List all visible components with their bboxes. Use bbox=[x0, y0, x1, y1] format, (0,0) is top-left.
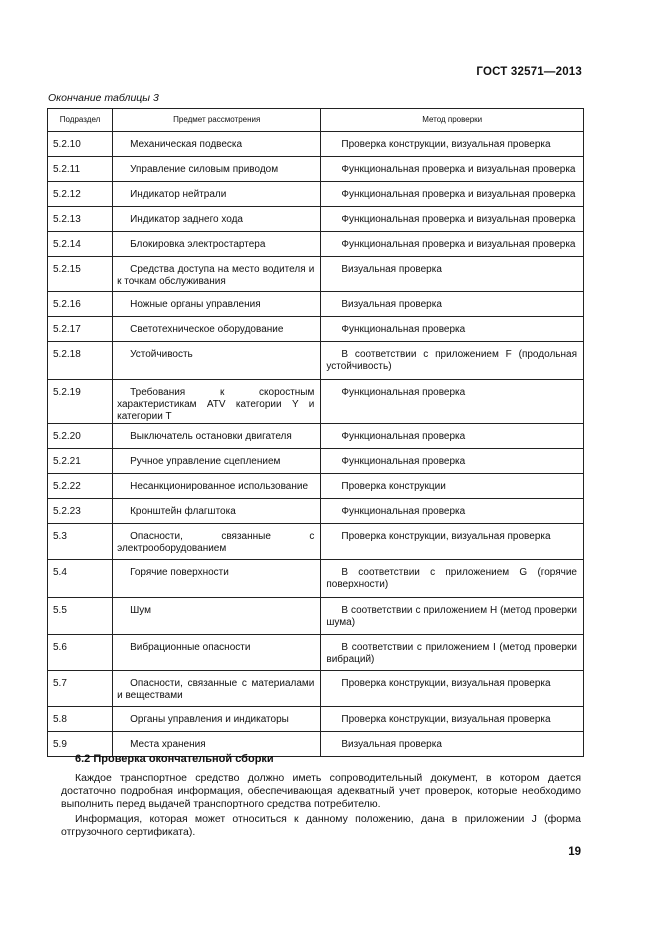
cell-subject: Опасности, связанные с электрооборудованием bbox=[113, 524, 321, 560]
cell-subject: Устойчивость bbox=[113, 342, 321, 380]
table-row bbox=[48, 257, 584, 292]
table-row bbox=[48, 292, 584, 317]
cell-subject: Управление силовым приводом bbox=[113, 157, 321, 182]
table-row bbox=[48, 207, 584, 232]
cell-subsection: 5.2.13 bbox=[48, 207, 113, 232]
cell-method: Проверка конструкции, визуальная проверка bbox=[321, 132, 584, 157]
cell-subject: Ручное управление сцеплением bbox=[113, 449, 321, 474]
cell-subsection: 5.2.18 bbox=[48, 342, 113, 380]
cell-subject: Кронштейн флагштока bbox=[113, 499, 321, 524]
cell-subject: Блокировка электростартера bbox=[113, 232, 321, 257]
table-caption: Окончание таблицы 3 bbox=[48, 92, 159, 104]
cell-subsection: 5.3 bbox=[48, 524, 113, 560]
cell-subject: Средства доступа на место водителя и к точкам обслуживания bbox=[113, 257, 321, 292]
cell-subsection: 5.7 bbox=[48, 671, 113, 707]
cell-method: Визуальная проверка bbox=[321, 292, 584, 317]
cell-method: Проверка конструкции, визуальная проверка bbox=[321, 671, 584, 707]
cell-method: Проверка конструкции, визуальная проверка bbox=[321, 524, 584, 560]
table-row bbox=[48, 449, 584, 474]
cell-subject: Места хранения bbox=[113, 732, 321, 757]
cell-subject: Горячие поверхности bbox=[113, 560, 321, 598]
cell-subject: Шум bbox=[113, 598, 321, 635]
table-row bbox=[48, 474, 584, 499]
cell-subsection: 5.6 bbox=[48, 635, 113, 671]
cell-subsection: 5.2.22 bbox=[48, 474, 113, 499]
cell-subsection: 5.2.21 bbox=[48, 449, 113, 474]
cell-subject: Индикатор заднего хода bbox=[113, 207, 321, 232]
column-header-subject: Предмет рассмотрения bbox=[113, 109, 321, 132]
cell-method: Функциональная проверка bbox=[321, 499, 584, 524]
table-row bbox=[48, 232, 584, 257]
table-row bbox=[48, 132, 584, 157]
column-header-method: Метод проверки bbox=[321, 109, 584, 132]
cell-subsection: 5.8 bbox=[48, 707, 113, 732]
table-row bbox=[48, 182, 584, 207]
cell-method: В соответствии с приложением G (горячие поверхности) bbox=[321, 560, 584, 598]
cell-subject: Опасности, связанные с материалами и веществами bbox=[113, 671, 321, 707]
table-row bbox=[48, 598, 584, 635]
table-row bbox=[48, 342, 584, 380]
cell-method: Функциональная проверка bbox=[321, 449, 584, 474]
cell-method: Функциональная проверка и визуальная проверка bbox=[321, 207, 584, 232]
cell-subsection: 5.2.19 bbox=[48, 380, 113, 424]
table-row bbox=[48, 499, 584, 524]
section-paragraph: Каждое транспортное средство должно иметь сопроводительный документ, в котором дается достаточно подробная информация, обеспечивающая адекватный учет проверок, которые необходимо выполнить перед выдачей транспортного средства потребителю. bbox=[61, 772, 581, 810]
cell-subsection: 5.2.16 bbox=[48, 292, 113, 317]
document-standard-header: ГОСТ 32571—2013 bbox=[476, 66, 582, 78]
cell-method: Функциональная проверка bbox=[321, 317, 584, 342]
cell-method: Функциональная проверка и визуальная проверка bbox=[321, 232, 584, 257]
page-number: 19 bbox=[568, 846, 581, 858]
cell-subsection: 5.2.23 bbox=[48, 499, 113, 524]
cell-method: В соответствии с приложением I (метод проверки вибраций) bbox=[321, 635, 584, 671]
cell-method: Функциональная проверка bbox=[321, 380, 584, 424]
cell-method: Функциональная проверка bbox=[321, 424, 584, 449]
cell-subsection: 5.2.11 bbox=[48, 157, 113, 182]
cell-subject: Выключатель остановки двигателя bbox=[113, 424, 321, 449]
cell-subsection: 5.2.15 bbox=[48, 257, 113, 292]
cell-subject: Механическая подвеска bbox=[113, 132, 321, 157]
table-row bbox=[48, 560, 584, 598]
cell-method: Функциональная проверка и визуальная проверка bbox=[321, 182, 584, 207]
cell-subsection: 5.2.20 bbox=[48, 424, 113, 449]
cell-subsection: 5.2.14 bbox=[48, 232, 113, 257]
cell-subject: Светотехническое оборудование bbox=[113, 317, 321, 342]
section-heading: 6.2 Проверка окончательной сборки bbox=[75, 753, 274, 765]
table-row bbox=[48, 424, 584, 449]
cell-method: В соответствии с приложением H (метод проверки шума) bbox=[321, 598, 584, 635]
cell-method: Проверка конструкции bbox=[321, 474, 584, 499]
cell-subsection: 5.9 bbox=[48, 732, 113, 757]
cell-subject: Вибрационные опасности bbox=[113, 635, 321, 671]
section-paragraph: Информация, которая может относиться к данному положению, дана в приложении J (форма отгрузочного сертификата). bbox=[61, 813, 581, 838]
cell-method: Функциональная проверка и визуальная проверка bbox=[321, 157, 584, 182]
table-row bbox=[48, 157, 584, 182]
cell-subject: Индикатор нейтрали bbox=[113, 182, 321, 207]
cell-subsection: 5.2.10 bbox=[48, 132, 113, 157]
table-row bbox=[48, 635, 584, 671]
column-header-subsection: Подраздел bbox=[48, 109, 113, 132]
cell-method: Визуальная проверка bbox=[321, 257, 584, 292]
table-row bbox=[48, 524, 584, 560]
table-header-row bbox=[48, 109, 584, 132]
cell-subject: Органы управления и индикаторы bbox=[113, 707, 321, 732]
cell-subsection: 5.2.12 bbox=[48, 182, 113, 207]
table-row bbox=[48, 317, 584, 342]
cell-subject: Несанкционированное использование bbox=[113, 474, 321, 499]
table-row bbox=[48, 707, 584, 732]
cell-subsection: 5.4 bbox=[48, 560, 113, 598]
cell-subsection: 5.2.17 bbox=[48, 317, 113, 342]
cell-method: В соответствии с приложением F (продольная устойчивость) bbox=[321, 342, 584, 380]
cell-subject: Ножные органы управления bbox=[113, 292, 321, 317]
cell-subsection: 5.5 bbox=[48, 598, 113, 635]
table-body bbox=[48, 132, 584, 757]
inspection-table bbox=[47, 108, 584, 757]
table-row bbox=[48, 671, 584, 707]
cell-subject: Требования к скоростным характеристикам ATV категории Y и категории T bbox=[113, 380, 321, 424]
table-row bbox=[48, 380, 584, 424]
cell-method: Проверка конструкции, визуальная проверка bbox=[321, 707, 584, 732]
cell-method: Визуальная проверка bbox=[321, 732, 584, 757]
